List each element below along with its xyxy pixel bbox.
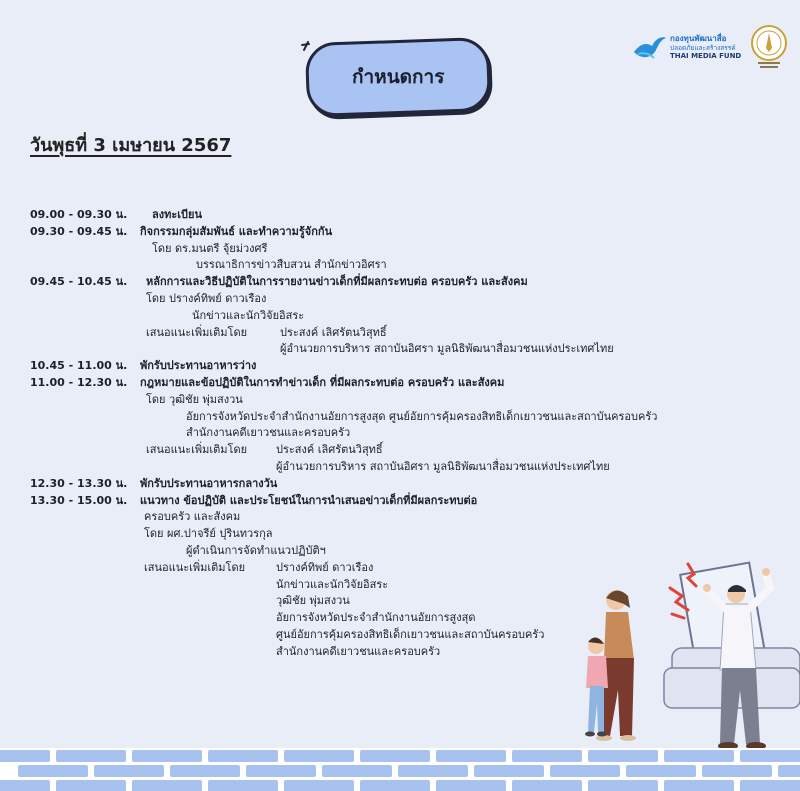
commentator: ประสงค์ เลิศรัตนวิสุทธิ์ — [276, 443, 383, 457]
schedule-row — [30, 442, 790, 459]
schedule-row — [30, 392, 790, 409]
time-slot: 10.45 - 11.00 น. — [30, 359, 128, 373]
session-title: ลงทะเบียน — [152, 208, 202, 221]
schedule-row — [30, 358, 790, 375]
commentator-position: อัยการจังหวัดประจำสำนักงานอัยการสูงสุด — [276, 611, 476, 625]
session-title: พักรับประทานอาหารกลางวัน — [140, 476, 278, 490]
thai-media-fund-logo — [632, 30, 744, 66]
schedule-row — [30, 241, 790, 258]
schedule-row — [30, 257, 790, 274]
session-title-cont: ครอบครัว และสังคม — [144, 510, 241, 524]
brick-wall-decoration — [0, 748, 800, 791]
commentator-label: เสนอแนะเพิ่มเติมโดย — [146, 443, 248, 457]
schedule-row — [30, 274, 790, 291]
fund-name-english: THAI MEDIA FUND — [670, 52, 742, 60]
commentator: ปรางค์ทิพย์ ดาวเรือง — [276, 560, 374, 574]
time-slot: 11.00 - 12.30 น. — [30, 375, 128, 389]
commentator: ประสงค์ เลิศรัตนวิสุทธิ์ — [280, 325, 387, 339]
time-slot: 09.00 - 09.30 น. — [30, 208, 128, 221]
schedule-row — [30, 509, 790, 526]
commentator-position: สำนักงานคดีเยาวชนและครอบครัว — [276, 644, 441, 658]
title-badge — [305, 37, 491, 117]
schedule-row — [30, 341, 790, 358]
session-title: กฎหมายและข้อปฏิบัติในการทำข่าวเด็ก ที่มีผลกระทบต่อ ครอบครัว และสังคม — [140, 375, 505, 389]
commentator-label: เสนอแนะเพิ่มเติมโดย — [144, 560, 246, 574]
fund-name-thai: กองทุนพัฒนาสื่อ — [670, 34, 727, 43]
time-slot: 13.30 - 15.00 น. — [30, 493, 128, 507]
time-slot: 09.45 - 10.45 น. — [30, 275, 128, 289]
commentator-position: นักข่าวและนักวิจัยอิสระ — [276, 577, 389, 591]
speaker-position: สำนักงานคดีเยาวชนและครอบครัว — [186, 426, 351, 440]
family-conflict-illustration — [560, 560, 800, 752]
session-title: แนวทาง ข้อปฏิบัติ และประโยชน์ในการนำเสนอข่าวเด็กที่มีผลกระทบต่อ — [140, 493, 478, 507]
speaker-position: ผู้ดำเนินการจัดทำแนวปฏิบัติฯ — [186, 543, 326, 557]
page-title: กำหนดการ — [351, 66, 445, 88]
isra-institute-seal-icon — [750, 24, 788, 72]
schedule-row — [30, 207, 790, 224]
speaker: โดย วุฒิชัย พุ่มสงวน — [146, 392, 243, 406]
schedule-row — [30, 476, 790, 493]
schedule-row — [30, 459, 790, 476]
speaker-position: นักข่าวและนักวิจัยอิสระ — [192, 308, 305, 322]
speaker: โดย ปรางค์ทิพย์ ดาวเรือง — [146, 291, 267, 305]
fund-tagline: ปลอดภัยและสร้างสรรค์ — [670, 44, 736, 52]
speaker: โดย ดร.มนตรี จุ้ยม่วงศรี — [152, 241, 268, 255]
schedule-row — [30, 526, 790, 543]
schedule-row — [30, 409, 790, 426]
schedule-row — [30, 308, 790, 325]
commentator-label: เสนอแนะเพิ่มเติมโดย — [146, 325, 248, 339]
commentator-position: ผู้อำนวยการบริหาร สถาบันอิศรา มูลนิธิพัฒนาสื่อมวชนแห่งประเทศไทย — [276, 459, 610, 473]
session-title: กิจกรรมกลุ่มสัมพันธ์ และทำความรู้จักกัน — [140, 224, 333, 238]
schedule-row — [30, 543, 790, 560]
bird-logo-icon — [632, 32, 668, 64]
time-slot: 12.30 - 13.30 น. — [30, 476, 128, 490]
schedule-row — [30, 325, 790, 342]
session-title: หลักการและวิธีปฏิบัติในการรายงานข่าวเด็กที่มีผลกระทบต่อ ครอบครัว และสังคม — [146, 275, 528, 289]
date-heading: วันพุธที่ 3 เมษายน 2567 — [30, 135, 232, 156]
schedule-row — [30, 493, 790, 510]
commentator-position: ผู้อำนวยการบริหาร สถาบันอิศรา มูลนิธิพัฒนาสื่อมวชนแห่งประเทศไทย — [280, 342, 614, 356]
schedule-row — [30, 375, 790, 392]
speaker: โดย ผศ.ปาจรีย์ ปุรินทวรกุล — [144, 527, 273, 541]
commentator-position: ศูนย์อัยการคุ้มครองสิทธิเด็กเยาวชนและสถาบันครอบครัว — [276, 627, 545, 641]
session-title: พักรับประทานอาหารว่าง — [140, 359, 257, 373]
time-slot: 09.30 - 09.45 น. — [30, 224, 128, 238]
commentator: วุฒิชัย พุ่มสงวน — [276, 594, 350, 608]
schedule-row — [30, 224, 790, 241]
speaker-position: บรรณาธิการข่าวสืบสวน สำนักข่าวอิศรา — [196, 258, 387, 272]
speaker-position: อัยการจังหวัดประจำสำนักงานอัยการสูงสุด ศูนย์อัยการคุ้มครองสิทธิเด็กเยาวชนและสถาบันครอบครัว — [186, 409, 658, 423]
schedule-row — [30, 291, 790, 308]
schedule-row — [30, 425, 790, 442]
